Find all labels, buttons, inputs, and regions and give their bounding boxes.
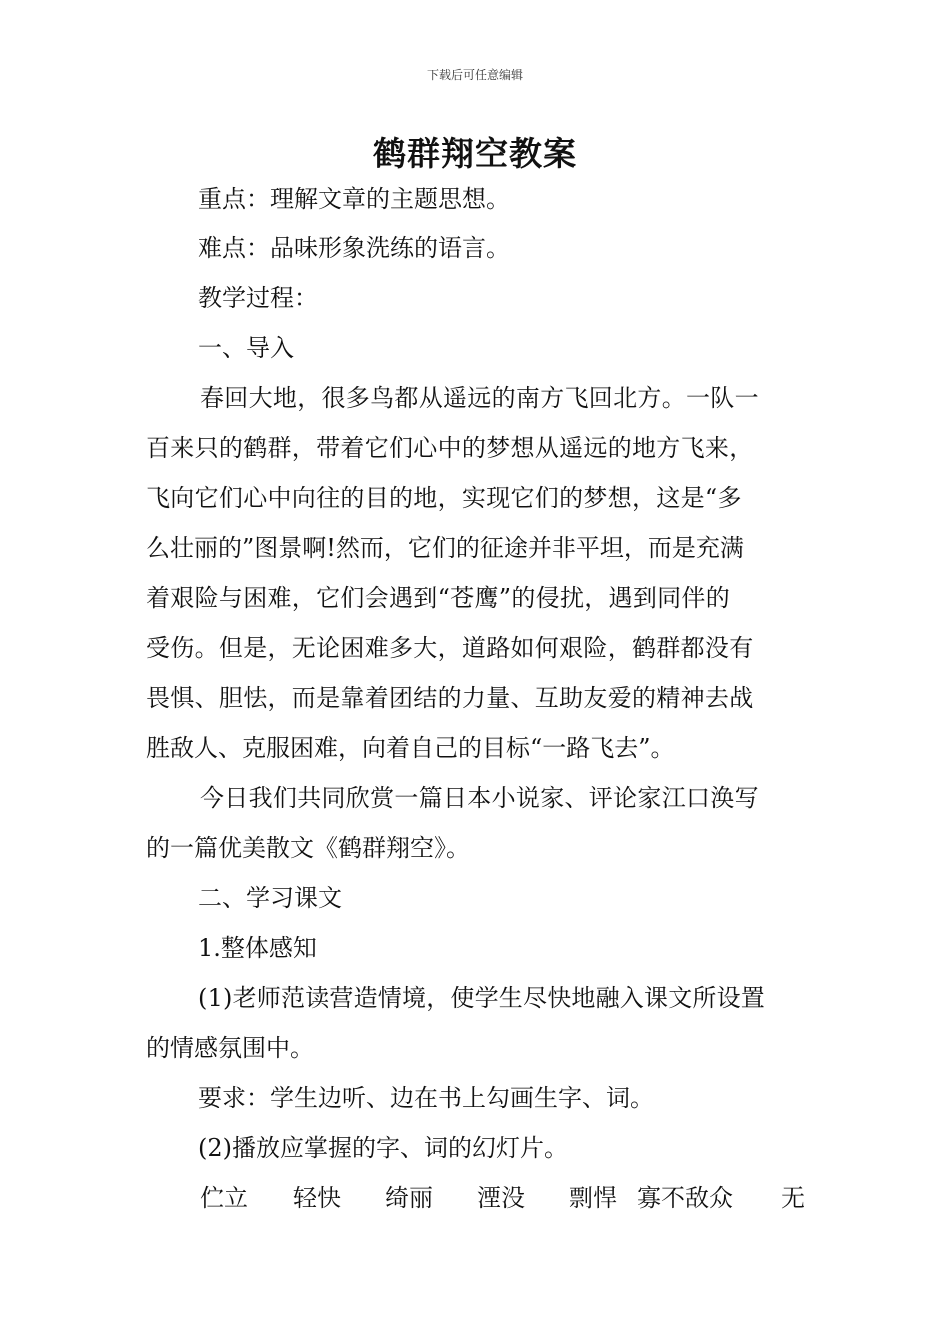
paragraph-line: 的一篇优美散文《鹤群翔空》。 — [146, 834, 470, 862]
header-note: 下载后可任意编辑 — [426, 68, 523, 82]
paragraph-slides: (2)播放应掌握的字、词的幻灯片。 — [198, 1134, 568, 1162]
paragraph-line: 受伤。但是，无论困难多大，道路如何艰险，鹤群都没有 — [146, 634, 754, 662]
section-heading-study: 二、学习课文 — [198, 884, 342, 912]
paragraph-process-heading: 教学过程： — [198, 284, 318, 312]
vocab-list — [0, 1182, 950, 1214]
vocab-word: 湮没 — [477, 1184, 525, 1212]
document-title: 鹤群翔空教案 — [373, 134, 577, 173]
vocab-word: 轻快 — [293, 1184, 341, 1212]
paragraph-line: (1)老师范读营造情境，使学生尽快地融入课文所设置 — [198, 984, 765, 1012]
paragraph-requirement: 要求：学生边听、边在书上勾画生字、词。 — [198, 1084, 654, 1112]
paragraph-line: 的情感氛围中。 — [146, 1034, 314, 1062]
vocab-word: 寡不敌众 — [637, 1184, 733, 1212]
paragraph-line: 畏惧、胆怯，而是靠着团结的力量、互助友爱的精神去战 — [146, 684, 754, 712]
paragraph-line: 着艰险与困难，它们会遇到“苍鹰”的侵扰，遇到同伴的 — [146, 584, 731, 612]
paragraph-line: 飞向它们心中向往的目的地，实现它们的梦想，这是“多 — [146, 484, 742, 512]
vocab-word: 剽悍 — [569, 1184, 617, 1212]
subheading-overall: 1.整体感知 — [198, 934, 317, 962]
paragraph-line: 百来只的鹤群，带着它们心中的梦想从遥远的地方飞来， — [146, 434, 754, 462]
vocab-word: 绮丽 — [385, 1184, 433, 1212]
vocab-word: 伫立 — [200, 1184, 248, 1212]
paragraph-line: 么壮丽的”图景啊!然而，它们的征途并非平坦，而是充满 — [146, 534, 744, 562]
paragraph-line: 今日我们共同欣赏一篇日本小说家、评论家江口涣写 — [200, 784, 759, 812]
paragraph-key-point: 重点：理解文章的主题思想。 — [198, 185, 510, 213]
vocab-word: 无 — [781, 1184, 805, 1212]
paragraph-difficulty: 难点：品味形象洗练的语言。 — [198, 234, 510, 262]
paragraph-line: 春回大地，很多鸟都从遥远的南方飞回北方。一队一 — [200, 384, 759, 412]
paragraph-line: 胜敌人、克服困难，向着自己的目标“一路飞去”。 — [146, 734, 675, 762]
section-heading-intro: 一、导入 — [198, 334, 294, 362]
